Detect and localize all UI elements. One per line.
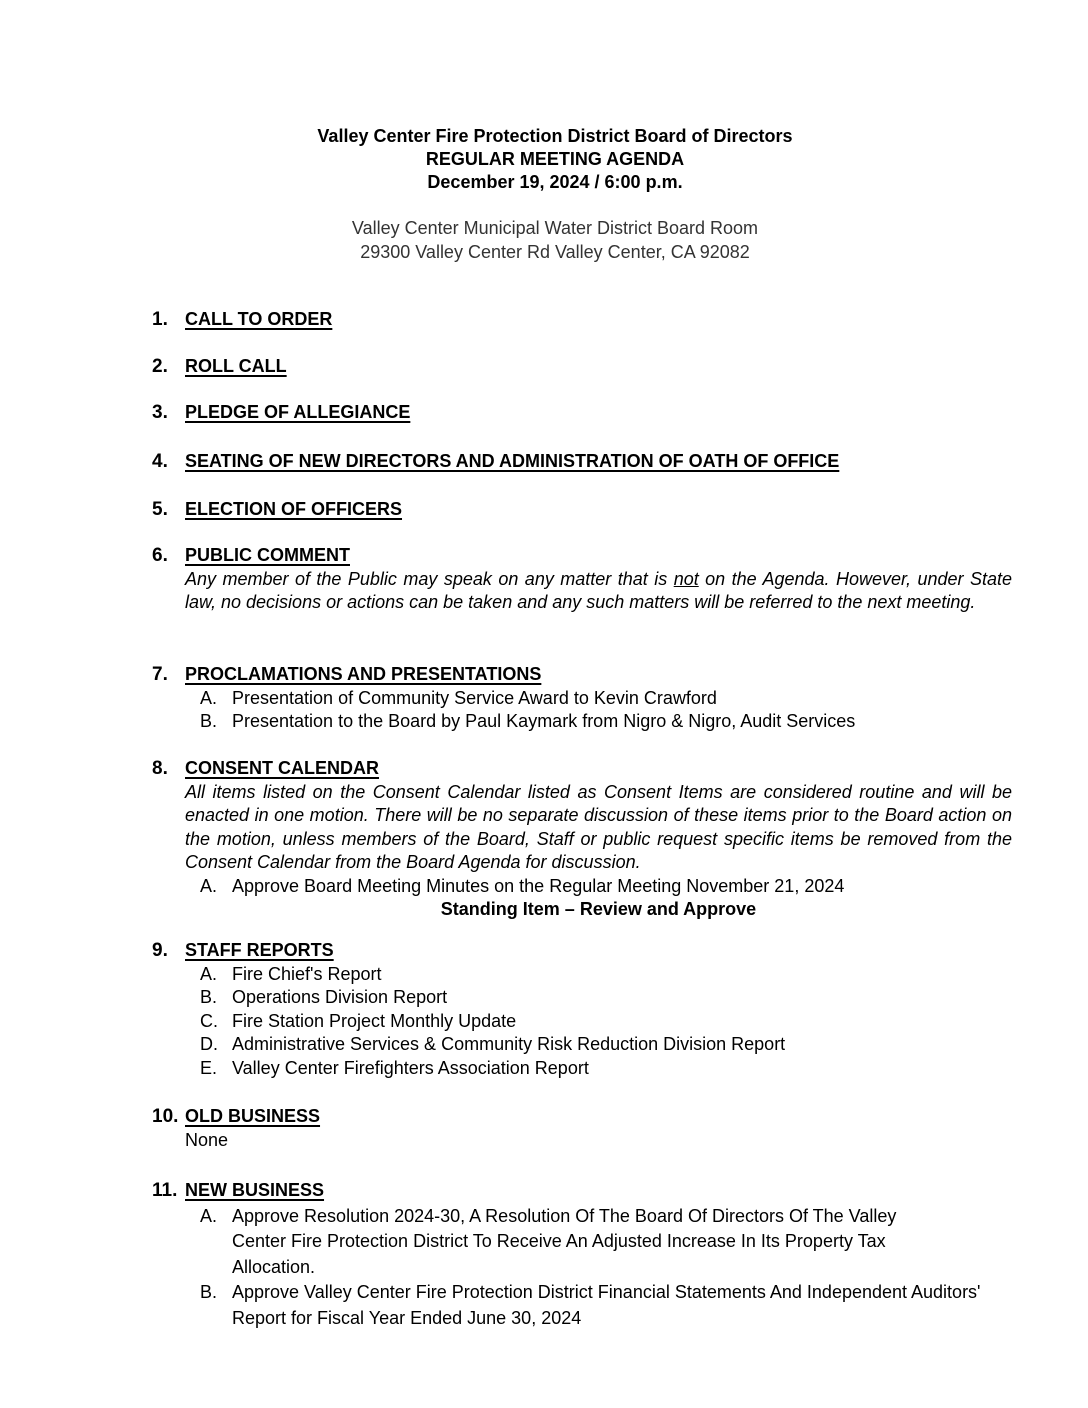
sub-item-text: Operations Division Report	[232, 987, 448, 1007]
item-heading: SEATING OF NEW DIRECTORS AND ADMINISTRATION OF OATH OF OFFICE	[185, 451, 840, 471]
item-heading: NEW BUSINESS	[185, 1180, 325, 1200]
meeting-date: December 19, 2024 / 6:00 p.m.	[427, 172, 683, 192]
sub-item-text: Presentation of Community Service Award to Kevin Crawford	[232, 687, 717, 708]
sub-item-letter: A.	[200, 875, 218, 896]
sub-item	[200, 1033, 1012, 1057]
sub-item	[200, 1010, 1012, 1034]
item-heading: CALL TO ORDER	[185, 309, 333, 329]
sub-item	[200, 1204, 1012, 1281]
location-room: Valley Center Municipal Water District Board Room	[351, 218, 759, 238]
sub-item-letter: B.	[200, 1282, 218, 1302]
sub-item-letter: A.	[200, 687, 218, 708]
sub-item-text: Approve Resolution 2024-30, A Resolution Of The Board Of Directors Of The Valley Center Fire Protection District To Receive An Adjusted Increase In Its Property Tax Allocation.	[232, 1205, 897, 1277]
agenda-item-3	[152, 401, 1012, 425]
sub-item-letter: B.	[200, 711, 218, 731]
sub-item	[200, 963, 1012, 987]
old-business-none: None	[185, 1129, 229, 1150]
item-number: 4.	[152, 451, 168, 472]
item-number: 11.	[152, 1180, 178, 1201]
item-number: 2.	[152, 356, 168, 377]
standing-item-note: Standing Item – Review and Approve	[440, 899, 757, 919]
sub-item-text: Administrative Services & Community Risk Reduction Division Report	[232, 1034, 786, 1054]
sub-item-text: Fire Chief's Report	[232, 963, 382, 984]
desc-part: on the Agenda. However, under State law, no decisions or actions can be taken and any such matters will be referred to the next meeting.	[185, 568, 1012, 612]
meeting-type: REGULAR MEETING AGENDA	[425, 149, 685, 169]
item-number: 1.	[152, 309, 168, 330]
sub-item	[200, 710, 1012, 734]
sub-item-letter: C.	[200, 1010, 218, 1031]
desc-part: Any member of the Public may speak on any matter that is	[185, 568, 674, 589]
sub-item-letter: A.	[200, 963, 218, 984]
sub-item-letter: E.	[200, 1057, 218, 1078]
sub-item-letter: B.	[200, 987, 218, 1007]
agenda-item-5	[152, 498, 1012, 522]
agenda-item-11	[152, 1178, 1012, 1331]
item-number: 3.	[152, 402, 168, 423]
sub-item-letter: D.	[200, 1034, 218, 1054]
sub-item-text: Fire Station Project Monthly Update	[232, 1010, 517, 1031]
sub-item	[200, 1057, 1012, 1081]
item-heading: PLEDGE OF ALLEGIANCE	[185, 402, 411, 422]
agenda-item-4	[152, 450, 1012, 474]
sub-item-text: Presentation to the Board by Paul Kaymark from Nigro & Nigro, Audit Services	[232, 711, 856, 731]
item-number: 5.	[152, 499, 168, 520]
board-title: Valley Center Fire Protection District Board of Directors	[317, 126, 793, 146]
item-heading: ELECTION OF OFFICERS	[185, 499, 403, 519]
agenda-item-1	[152, 308, 1012, 332]
item-number: 10.	[152, 1106, 179, 1127]
item-number: 9.	[152, 940, 168, 961]
item-heading: STAFF REPORTS	[185, 940, 334, 960]
public-comment-description	[185, 568, 1012, 615]
sub-item	[200, 986, 1012, 1010]
meeting-location	[0, 216, 1088, 264]
agenda-item-6	[152, 544, 1012, 615]
sub-item-letter: A.	[200, 1205, 218, 1226]
item-heading: PUBLIC COMMENT	[185, 545, 350, 565]
agenda-item-8	[152, 757, 1012, 922]
consent-description: All items listed on the Consent Calendar listed as Consent Items are considered routine and will be enacted in one motion. There will be no separate discussion of these items prior to the Board action on the motion, unless members of the Board, Staff or public request specific items be removed from the Consent Calendar from the Board Agenda for discussion.	[185, 781, 1012, 872]
desc-emphasis: not	[673, 568, 699, 589]
sub-item-text: Approve Valley Center Fire Protection District Financial Statements And Independent Auditors' Report for Fiscal Year Ended June 30, 2024	[232, 1282, 981, 1328]
sub-item-text: Valley Center Firefighters Association Report	[232, 1057, 589, 1078]
agenda-item-10	[152, 1105, 1012, 1152]
item-heading: OLD BUSINESS	[185, 1106, 321, 1126]
item-number: 7.	[152, 664, 168, 685]
agenda-item-2	[152, 355, 1012, 379]
item-heading: ROLL CALL	[185, 356, 287, 376]
agenda-item-7	[152, 663, 1012, 734]
item-number: 6.	[152, 545, 168, 566]
item-heading: PROCLAMATIONS AND PRESENTATIONS	[185, 664, 542, 684]
sub-item	[200, 875, 1012, 899]
agenda-header	[0, 125, 1088, 194]
sub-item	[200, 1280, 1012, 1331]
agenda-item-9	[152, 939, 1012, 1080]
item-heading: CONSENT CALENDAR	[185, 758, 380, 778]
item-number: 8.	[152, 758, 168, 779]
sub-item	[200, 687, 1012, 711]
location-address: 29300 Valley Center Rd Valley Center, CA 92082	[360, 242, 750, 262]
sub-item-text: Approve Board Meeting Minutes on the Regular Meeting November 21, 2024	[232, 875, 845, 896]
